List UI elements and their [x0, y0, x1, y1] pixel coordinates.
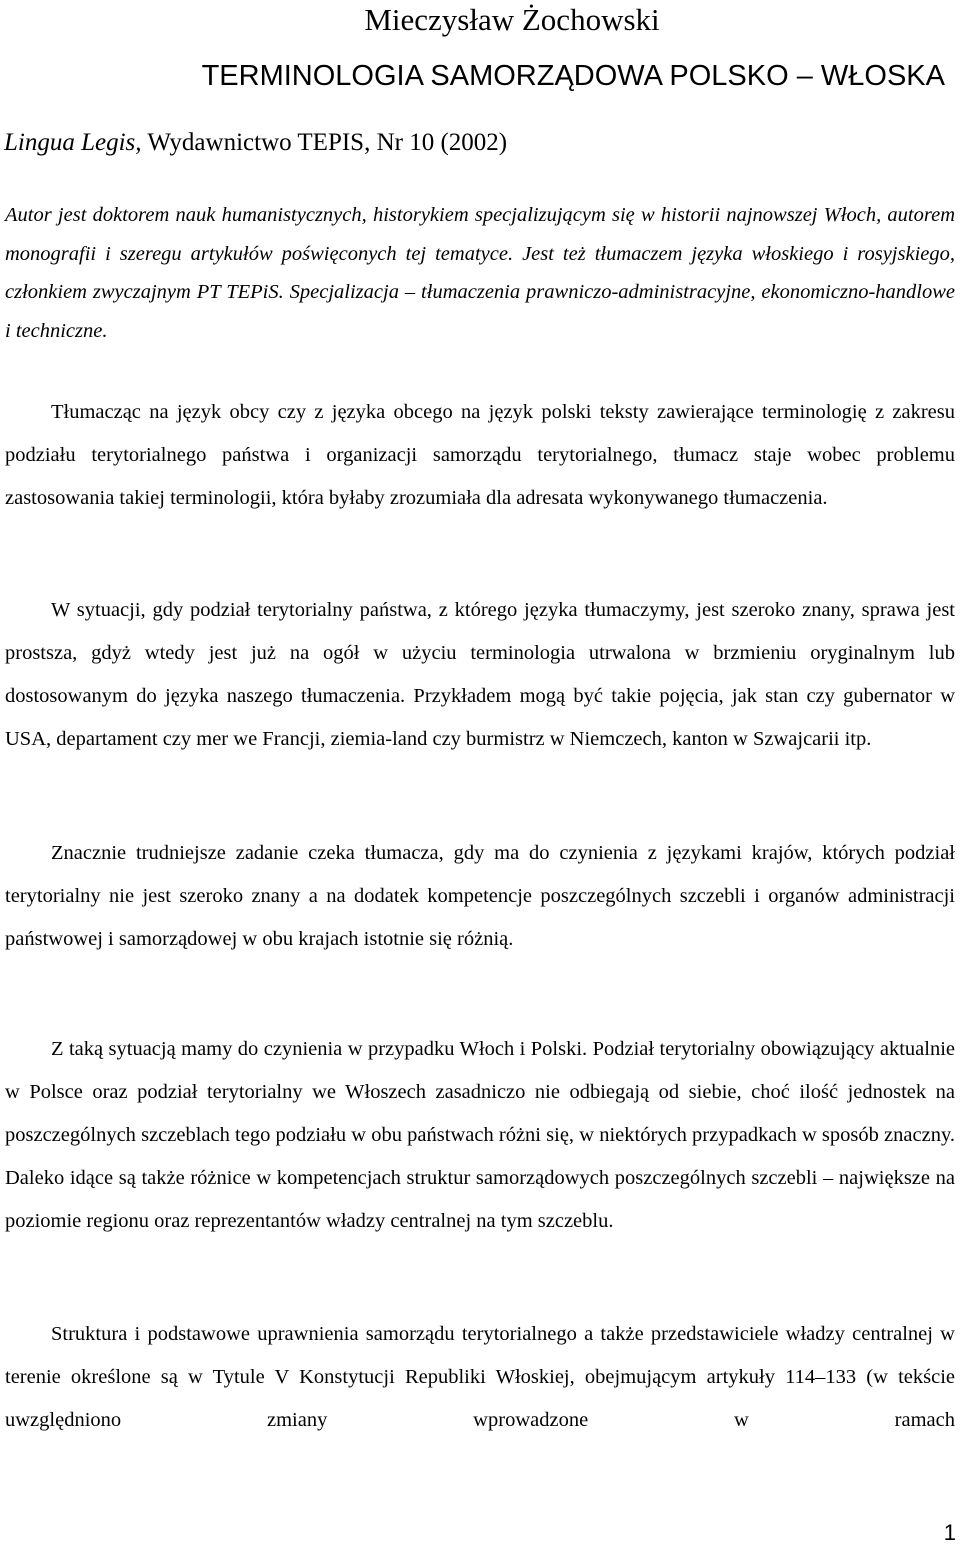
- author-note: Autor jest doktorem nauk humanistycznych, historykiem specjalizującym się w historii najnowszej Włoch, autorem monografii i szeregu artykułów poświęconych tej tematyce. Jest też tłumaczem języka włoskiego i rosyjskiego, członkiem zwyczajnym PT TEPiS. Specjalizacja – tłumaczenia prawniczo-administracyjne, ekonomiczno-handlowe i techniczne.: [5, 204, 955, 342]
- body-paragraph: Tłumacząc na język obcy czy z języka obcego na język polski teksty zawierające terminologię z zakresu podziału terytorialnego państwa i organizacji samorządu terytorialnego, tłumacz staje wobec problemu zastosowania takiej terminologii, która byłaby zrozumiała dla adresata wykonywanego tłumaczenia.: [5, 401, 955, 509]
- body-paragraph: Znacznie trudniejsze zadanie czeka tłumacza, gdy ma do czynienia z językami krajów, których podział terytorialny nie jest szeroko znany a na dodatek kompetencje poszczególnych szczebli i organów administracji państwowej i samorządowej w obu krajach istotnie się różnią.: [5, 842, 955, 950]
- document-title: TERMINOLOGIA SAMORZĄDOWA POLSKO – WŁOSKA: [201, 60, 945, 92]
- journal-name: Lingua Legis,: [4, 129, 142, 156]
- publication-source: [4, 127, 507, 159]
- body-paragraph: Z taką sytuacją mamy do czynienia w przypadku Włoch i Polski. Podział terytorialny obowiązujący aktualnie w Polsce oraz podział terytorialny we Włoszech zasadniczo nie odbiegają od siebie, choć ilość jednostek na poszczególnych szczeblach tego podziału w obu państwach różni się, w niektórych przypadkach w sposób znaczny. Daleko idące są także różnice w kompetencjach struktur samorządowych poszczególnych szczebli – największe na poziomie regionu oraz reprezentantów władzy centralnej na tym szczeblu.: [5, 1038, 955, 1232]
- page-number: 1: [943, 1520, 956, 1545]
- body-paragraph: Struktura i podstawowe uprawnienia samorządu terytorialnego a także przedstawiciele władzy centralnej w terenie określone są w Tytule V Konstytucji Republiki Włoskiej, obejmującym artykuły 114–133 (w tekście uwzględniono zmiany wprowadzone w ramach: [5, 1323, 955, 1431]
- publication-details: Wydawnictwo TEPIS, Nr 10 (2002): [141, 129, 508, 156]
- body-paragraph: W sytuacji, gdy podział terytorialny państwa, z którego języka tłumaczymy, jest szeroko znany, sprawa jest prostsza, gdyż wtedy jest już na ogół w użyciu terminologia utrwalona w brzmieniu oryginalnym lub dostosowanym do języka naszego tłumaczenia. Przykładem mogą być takie pojęcia, jak stan czy gubernator w USA, departament czy mer we Francji, ziemia-land czy burmistrz w Niemczech, kanton w Szwajcarii itp.: [5, 599, 955, 750]
- document-author: Mieczysław Żochowski: [364, 2, 660, 37]
